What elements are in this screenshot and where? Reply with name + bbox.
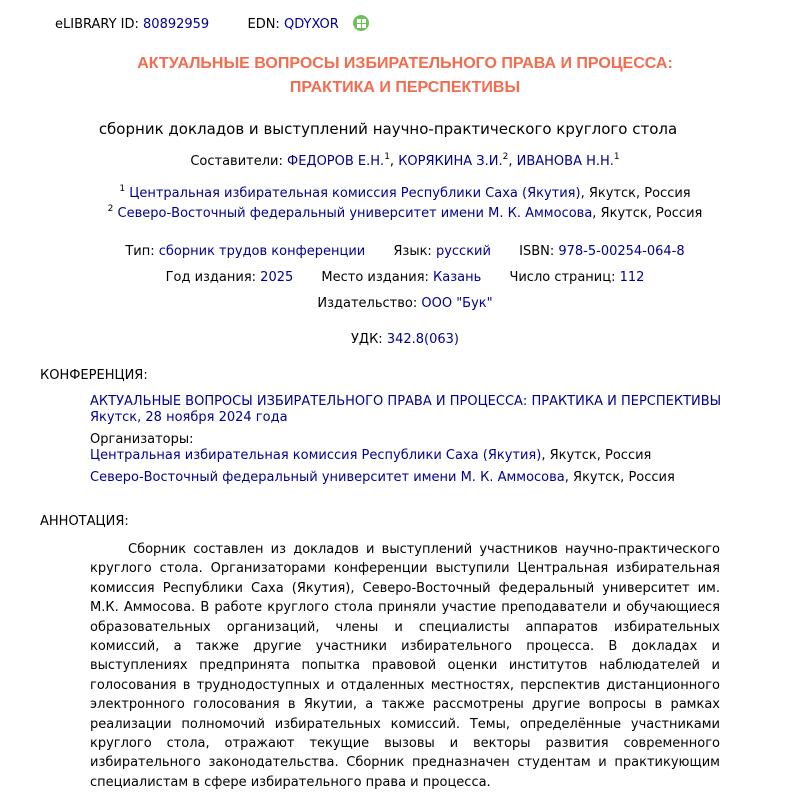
- type-label: Тип:: [125, 244, 155, 259]
- organizer-item: [90, 448, 651, 463]
- affiliation-place: , Якутск, Россия: [592, 206, 703, 221]
- udk-value: 342.8(063): [386, 332, 459, 347]
- year-value: 2025: [260, 270, 294, 285]
- compiler-link[interactable]: ФЕДОРОВ Е.Н.: [287, 154, 385, 169]
- compiler-affiliation-sup: 1: [384, 151, 390, 162]
- type-value: сборник трудов конференции: [158, 244, 366, 259]
- place-label: Место издания:: [321, 270, 429, 285]
- pages-label: Число страниц:: [509, 270, 616, 285]
- edn-link[interactable]: QDYXOR: [283, 17, 339, 32]
- conference-heading: КОНФЕРЕНЦИЯ:: [40, 368, 148, 383]
- conference-name-link[interactable]: АКТУАЛЬНЫЕ ВОПРОСЫ ИЗБИРАТЕЛЬНОГО ПРАВА И ПРОЦЕССА: ПРАКТИКА И ПЕРСПЕКТИВЫ: [90, 394, 722, 409]
- meta-row-type: [0, 244, 789, 259]
- organizer-place: , Якутск, Россия: [541, 448, 652, 463]
- elibrary-id-value: 80892959: [143, 17, 210, 32]
- publisher-link[interactable]: ООО "Бук": [421, 296, 493, 311]
- isbn-value: 978-5-00254-064-8: [558, 244, 685, 259]
- affiliation-org-link[interactable]: Центральная избирательная комиссия Республики Саха (Якутия): [129, 186, 581, 201]
- header-ids: [55, 12, 369, 32]
- pages-value: 112: [619, 270, 645, 285]
- language-label: Язык:: [393, 244, 432, 259]
- compiler-affiliation-sup: 2: [502, 151, 509, 162]
- elibrary-id-label: eLIBRARY ID:: [55, 17, 139, 32]
- meta-row-year: [0, 270, 789, 285]
- title-line-1: АКТУАЛЬНЫЕ ВОПРОСЫ ИЗБИРАТЕЛЬНОГО ПРАВА И ПРОЦЕССА:: [137, 55, 673, 72]
- affiliation-number: 2: [107, 203, 114, 214]
- organizer-item: [90, 470, 675, 485]
- affiliation-org-link[interactable]: Северо-Восточный федеральный университет имени М. К. Аммосова: [117, 206, 593, 221]
- annotation-body: Сборник составлен из докладов и выступлений участников научно-практического круглого стола. Организаторами конференции выступили Центральная избирательная комиссия Республики Саха (Якутия), Северо-Восточный федеральный университет им. М.К. Аммосова. В работе круглого стола приняли участие преподаватели и обучающиеся образовательных организаций, члены и специалисты аппаратов избирательных комиссий, а также другие участники избирательного процесса. В докладах и выступлениях предпринята попытка правовой оценки институтов наблюдателей и голосования в труднодоступных и отдаленных местностях, перспектив дистанционного электронного голосования в Якутии, а также рассмотрены другие вопросы в рамках реализации полномочий избирательных комиссий. Темы, определённые участниками круглого стола, отражают текущие вызовы и векторы развития современного избирательного законодательства. Сборник предназначен студентам и практикующим специалистам в сфере избирательного права и процесса.: [90, 542, 720, 790]
- edn-label: EDN:: [247, 17, 280, 32]
- organizer-link[interactable]: Центральная избирательная комиссия Республики Саха (Якутия): [90, 448, 542, 463]
- place-value: Казань: [433, 270, 482, 285]
- affiliation-number: 1: [119, 183, 126, 194]
- annotation-heading: АННОТАЦИЯ:: [40, 514, 129, 529]
- compiler-link[interactable]: КОРЯКИНА З.И.: [398, 154, 503, 169]
- udk-label: УДК:: [350, 332, 383, 347]
- compiler-affiliation-sup: 1: [613, 151, 620, 162]
- publication-subtitle: сборник докладов и выступлений научно-практического круглого стола: [98, 120, 678, 138]
- organizers-label: Организаторы:: [90, 432, 194, 447]
- compiler-separator: ,: [389, 154, 399, 169]
- affiliation-place: , Якутск, Россия: [580, 186, 691, 201]
- meta-row-publisher: [0, 296, 789, 311]
- meta-row-udk: [0, 332, 789, 347]
- compilers-line: [0, 151, 789, 169]
- qr-code-icon[interactable]: [353, 15, 369, 31]
- publisher-label: Издательство:: [317, 296, 418, 311]
- affiliation-item: [0, 203, 789, 221]
- affiliation-item: [0, 183, 789, 201]
- compiler-separator: ,: [508, 154, 517, 169]
- compiler-link[interactable]: ИВАНОВА Н.Н.: [516, 154, 614, 169]
- year-label: Год издания:: [165, 270, 257, 285]
- organizer-link[interactable]: Северо-Восточный федеральный университет имени М. К. Аммосова: [90, 470, 565, 485]
- language-value: русский: [435, 244, 491, 259]
- compilers-label: Составители:: [190, 154, 283, 169]
- annotation-text: [90, 540, 720, 792]
- isbn-label: ISBN:: [519, 244, 555, 259]
- conference-date-place: Якутск, 28 ноября 2024 года: [90, 410, 288, 425]
- organizer-place: , Якутск, Россия: [564, 470, 675, 485]
- title-line-2: ПРАКТИКА И ПЕРСПЕКТИВЫ: [289, 79, 521, 96]
- publication-title: [0, 52, 789, 100]
